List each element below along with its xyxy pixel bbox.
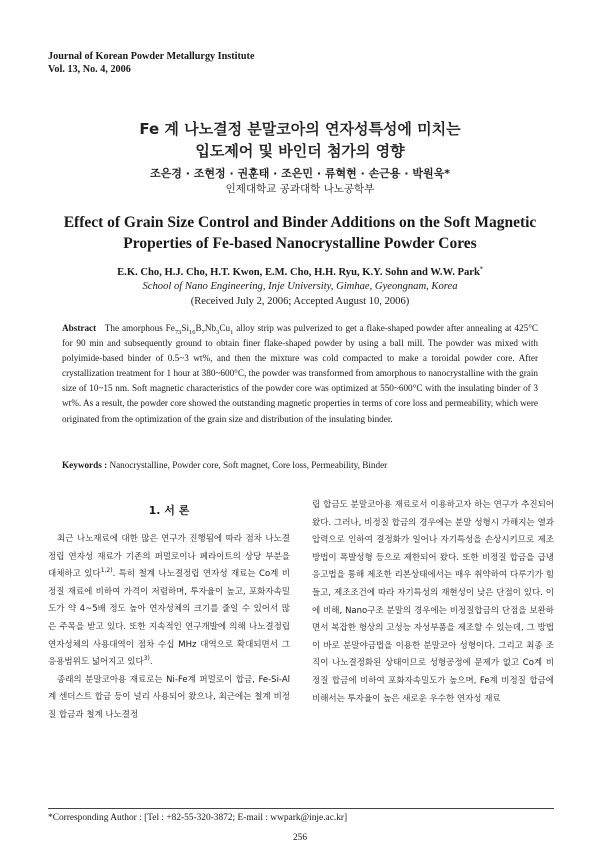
korean-authors: 조은경 · 조현정 · 권훈태 · 조은민 · 류혁현 · 손근용 · 박원욱* [150, 167, 450, 180]
abstract-element: Nb [204, 323, 217, 333]
right-column [312, 497, 554, 708]
journal-header [48, 50, 254, 76]
page-number: 256 [292, 833, 308, 843]
body-text: . [149, 657, 153, 668]
abstract [62, 321, 538, 427]
right-paragraph: 립 합금도 분말코아용 재료로서 이용하고자 하는 연구가 추진되어 왔다. 그러나, 비정질 합금의 경우에는 분말 성형시 가해지는 열과 압력으로 인하여 결정화가 일어나 자기특성을 손상시키므로 제조방법이 폭발성형 등으로 제한되어 왔다. 또한 비정질 합금을 급냉응고법을 통해 제조한 리본상태에서는 매우 취약하여 다루기가 힘들고, 제조조건에 따라 자기특성의 재현성이 낮은 단점이 있다. 이에 비해, Nano구조 분말의 경우에는 비정질합금의 단점을 보완하면서 복잡한 형상의 고성능 자성부품을 제조할 수 있는데, 그 방법이 바로 분말야금법을 이용한 분말코아 성형이다. 그리고 최종 조직이 나노결정화된 상태이므로 성형공정에 문제가 없고 Co계 비정질 합금에 비하여 포화자속밀도가 높으며, Fe계 비정질 합금에 비해서는 투자율이 높은 새로운 우수한 연자성 재료 [312, 500, 554, 704]
english-authors-text: E.K. Cho, H.J. Cho, H.T. Kwon, E.M. Cho, H.H. Ryu, K.Y. Sohn and W.W. Park [117, 267, 480, 278]
body-text: . 특히 철계 나노결정립 연자성 재료는 Co계 비정질 재료에 비하여 가격이 저렴하며, 투자율이 높고, 포화자속밀도가 약 4~5배 정도 높아 연자성체의 크기를 줄일 수 있어서 많은 주목을 받고 있다. 또한 지속적인 연구개발에 의해 나노결정립 연자성체의 사용대역이 점차 수십 MHz 대역으로 확대되면서 그 응용범위도 넓어지고 있다 [48, 569, 291, 668]
abstract-subscript: 16 [189, 328, 196, 336]
citation: 3) [143, 655, 150, 663]
journal-name: Journal of Korean Powder Metallurgy Institute [48, 51, 255, 62]
english-title-line1: Effect of Grain Size Control and Binder Additions on the Soft Magnetic [63, 214, 537, 231]
received-dates: (Received July 2, 2006; Accepted August 10, 2006) [190, 296, 410, 307]
abstract-element: Cu [219, 323, 231, 333]
journal-volume: Vol. 13, No. 4, 2006 [48, 64, 131, 75]
english-authors [0, 265, 600, 280]
corresponding-author-footnote: *Corresponding Author : [Tel : +82-55-320-3872; E-mail : wwpark@inje.ac.kr] [48, 813, 348, 823]
abstract-element: B [195, 323, 202, 333]
left-paragraph-2: 종래의 분말코아용 재료로는 Ni-Fe계 퍼멀로이 합금, Fe-Si-Al계 센더스트 합금 등이 널리 사용되어 왔으나, 최근에는 철계 비정질 합금과 철계 나노결정 [48, 674, 290, 720]
keywords-text: Nanocrystalline, Powder core, Soft magnet, Core loss, Permeability, Binder [109, 460, 388, 470]
abstract-subscript: 7 [201, 328, 205, 336]
korean-affiliation: 인제대학교 공과대학 나노공학부 [225, 183, 375, 195]
section-heading-introduction: 1. 서 론 [148, 504, 190, 517]
abstract-body: alloy strip was pulverized to get a flake-shaped powder after annealing at 425°C for 90 min and subsequently ground to obtain finer flake-shaped powder by using a ball mill. The powder was mixed with polyimide-based binder of 0.5~3 wt%, and then the mixture was cold compacted to make a toroidal powder core. After crystallization treatment for 1 hour at 380~600°C, the powder was transformed from amorphous to nanocrystalline with the grain size of 10~15 nm. Soft magnetic characteristics of the powder core was optimized at 550~600°C with the insulating binder of 3 wt%. As a result, the powder core showed the outstanding magnetic properties in terms of core loss and permeability, which were originated from the optimization of the grain size and distribution of the insulating binder. [62, 323, 539, 424]
left-paragraph-1 [48, 531, 290, 672]
english-title-line2: Properties of Fe-based Nanocrystalline Powder Cores [123, 235, 477, 252]
english-affiliation: School of Nano Engineering, Inje University, Gimhae, Gyeongnam, Korea [142, 281, 458, 292]
abstract-subscript: 73 [174, 328, 182, 336]
english-title [30, 212, 570, 254]
abstract-subscript: 3 [216, 328, 220, 336]
abstract-label: Abstract [62, 323, 97, 333]
keywords [62, 458, 538, 472]
body-text: 최근 나노재료에 대한 많은 연구가 진행됨에 따라 점차 나노결정립 연자성 재료가 기존의 퍼멀로이나 페라이트의 상당 부분을 대체하고 있다 [48, 534, 290, 580]
left-column [48, 497, 290, 725]
abstract-intro: The amorphous Fe [104, 323, 175, 333]
corresponding-mark: * [479, 266, 483, 273]
abstract-subscript: 1 [230, 328, 234, 336]
korean-title-line2: 입도제어 및 바인더 첨가의 영향 [195, 142, 405, 160]
keywords-label: Keywords : [62, 460, 108, 470]
abstract-element: Si [181, 323, 189, 333]
korean-title-line1: Fe 계 나노결정 분말코아의 연자성특성에 미치는 [139, 120, 461, 138]
citation: 1,2) [100, 567, 113, 575]
footnote-divider [48, 808, 554, 809]
korean-title [0, 118, 600, 162]
